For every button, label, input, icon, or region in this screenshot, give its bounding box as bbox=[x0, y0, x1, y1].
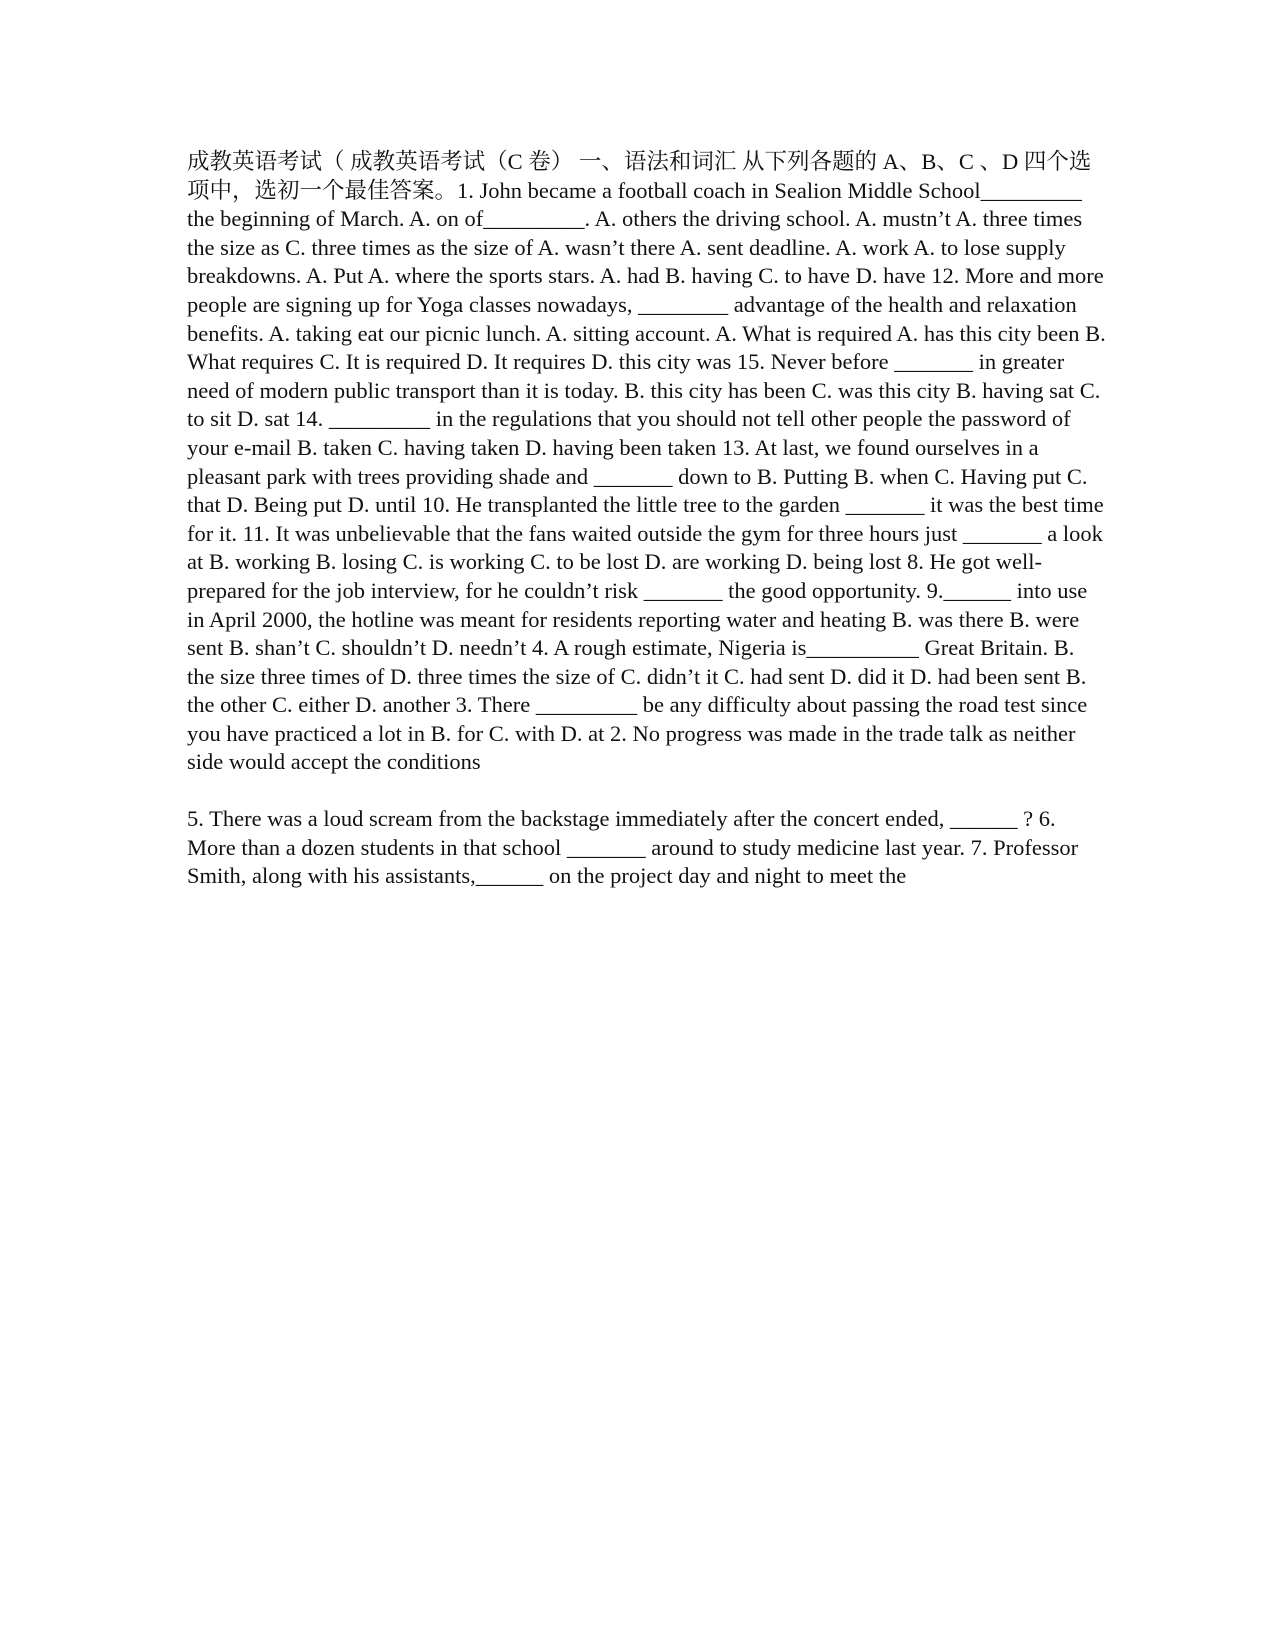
body-paragraph-2: 5. There was a loud scream from the backstage immediately after the concert ended, ______ ? 6. More than a dozen students in that school _______ around to study medicine last year. 7. Professor Smith, along with his assistants,______ on the project day and night to meet the bbox=[187, 806, 1079, 889]
paragraph-spacer bbox=[187, 777, 1107, 805]
document-page bbox=[187, 148, 1107, 891]
body-paragraph-1: 成教英语考试（ 成教英语考试（C 卷） 一、语法和词汇 从下列各题的 A、B、C 、D 四个选项中，选初一个最佳答案。1. John became a football coach in Sealion Middle School_________ the beginning of March. A. on of_________. A. others the driving school. A. mustn’t A. three times the size as C. three times as the size of A. wasn’t there A. sent deadline. A. work A. to lose supply breakdowns. A. Put A. where the sports stars. A. had B. having C. to have D. have 12. More and more people are signing up for Yoga classes nowadays, ________ advantage of the health and relaxation benefits. A. taking eat our picnic lunch. A. sitting account. A. What is required A. has this city been B. What requires C. It is required D. It requires D. this city was 15. Never before _______ in greater need of modern public transport than it is today. B. this city has been C. was this city B. having sat C. to sit D. sat 14. _________ in the regulations that you should not tell other people the password of your e-mail B. taken C. having taken D. having been taken 13. At last, we found ourselves in a pleasant park with trees providing shade and _______ down to B. Putting B. when C. Having put C. that D. Being put D. until 10. He transplanted the little tree to the garden _______ it was the best time for it. 11. It was unbelievable that the fans waited outside the gym for three hours just _______ a look at B. working B. losing C. is working C. to be lost D. are working D. being lost 8. He got well-prepared for the job interview, for he couldn’t risk _______ the good opportunity. 9.______ into use in April 2000, the hotline was meant for residents reporting water and heating B. was there B. were sent B. shan’t C. shouldn’t D. needn’t 4. A rough estimate, Nigeria is__________ Great Britain. B. the size three times of D. three times the size of C. didn’t it C. had sent D. did it D. had been sent B. the other C. either D. another 3. There _________ be any difficulty about passing the road test since you have practiced a lot in B. for C. with D. at 2. No progress was made in the trade talk as neither side would accept the conditions bbox=[187, 149, 1106, 775]
